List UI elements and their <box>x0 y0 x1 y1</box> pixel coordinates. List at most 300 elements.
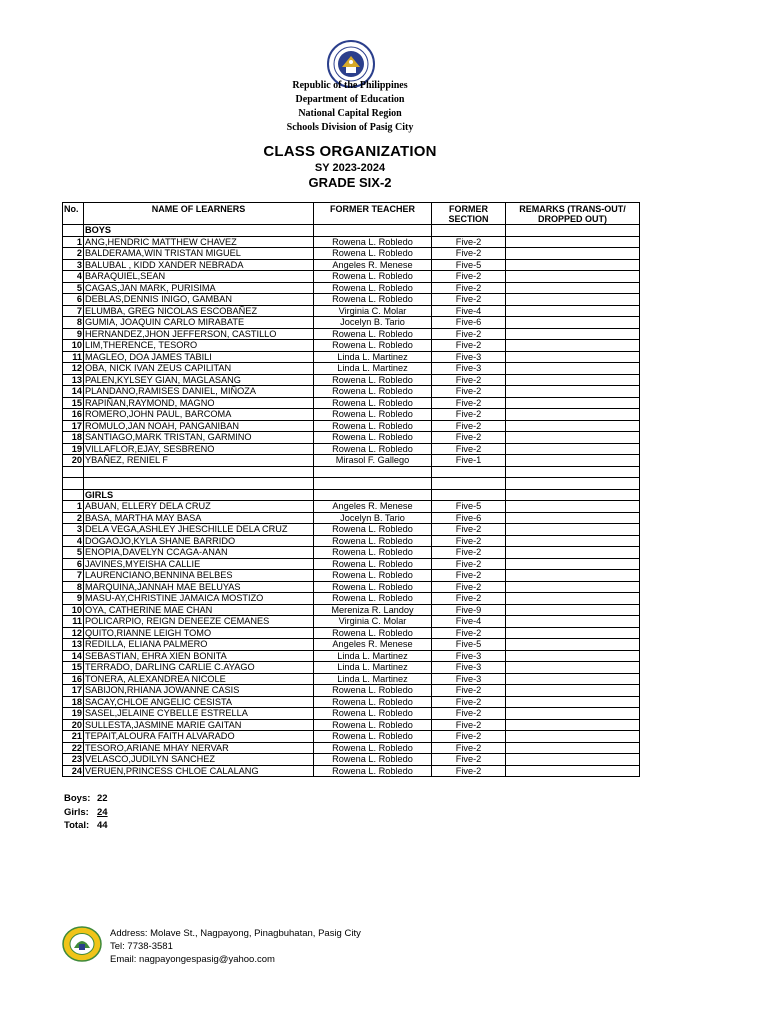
table-row <box>63 662 640 674</box>
remarks-cell <box>506 455 640 467</box>
learner-name: ELUMBA, GREG NICOLAS ESCOBAÑEZ <box>84 305 314 317</box>
learner-no: 17 <box>63 685 84 697</box>
learner-name: PLANDANO,RAMISES DANIEL, MIÑOZA <box>84 386 314 398</box>
learner-no: 20 <box>63 455 84 467</box>
learner-name: PALEN,KYLSEY GIAN, MAGLASANG <box>84 374 314 386</box>
table-row <box>63 317 640 329</box>
former-teacher: Rowena L. Robledo <box>314 420 432 432</box>
former-teacher: Rowena L. Robledo <box>314 754 432 766</box>
remarks-cell <box>506 570 640 582</box>
former-section: Five-5 <box>432 259 506 271</box>
former-teacher: Rowena L. Robledo <box>314 432 432 444</box>
remarks-cell <box>506 593 640 605</box>
learner-name: TEPAIT,ALOURA FAITH ALVARADO <box>84 731 314 743</box>
girls-group-row <box>63 489 640 501</box>
learner-no: 15 <box>63 397 84 409</box>
former-teacher: Linda L. Martinez <box>314 363 432 375</box>
learner-name: ROMULO,JAN NOAH, PANGANIBAN <box>84 420 314 432</box>
learner-no: 5 <box>63 547 84 559</box>
grade-section: GRADE SIX-2 <box>308 175 392 190</box>
former-teacher: Rowena L. Robledo <box>314 374 432 386</box>
boys-group-row <box>63 225 640 237</box>
remarks-cell <box>506 351 640 363</box>
former-section: Five-2 <box>432 570 506 582</box>
table-row <box>63 593 640 605</box>
footer-tel: Tel: 7738-3581 <box>110 941 173 952</box>
learner-no: 19 <box>63 443 84 455</box>
former-section: Five-3 <box>432 351 506 363</box>
footer-email[interactable]: Email: nagpayongespasig@yahoo.com <box>110 954 275 965</box>
table-row <box>63 409 640 421</box>
learner-no: 17 <box>63 420 84 432</box>
table-row <box>63 386 640 398</box>
learner-no: 5 <box>63 282 84 294</box>
former-teacher: Linda L. Martinez <box>314 351 432 363</box>
learner-name: REDILLA, ELIANA PALMERO <box>84 639 314 651</box>
former-teacher: Rowena L. Robledo <box>314 558 432 570</box>
remarks-cell <box>506 236 640 248</box>
former-teacher: Rowena L. Robledo <box>314 547 432 559</box>
table-row <box>63 754 640 766</box>
remarks-cell <box>506 524 640 536</box>
learner-name: MAGLEO, DOA JAMES TABILI <box>84 351 314 363</box>
summary-boys-label: Boys: <box>64 793 91 804</box>
former-section: Five-2 <box>432 236 506 248</box>
learner-no: 19 <box>63 708 84 720</box>
school-logo-icon <box>62 926 102 962</box>
table-row <box>63 524 640 536</box>
empty-cell <box>84 466 314 478</box>
former-section: Five-9 <box>432 604 506 616</box>
header-no: No. <box>63 203 84 225</box>
remarks-cell <box>506 639 640 651</box>
empty-cell <box>432 489 506 501</box>
former-section: Five-3 <box>432 363 506 375</box>
header-name: NAME OF LEARNERS <box>84 203 314 225</box>
empty-cell <box>63 466 84 478</box>
former-teacher: Angeles R. Menese <box>314 639 432 651</box>
table-row <box>63 696 640 708</box>
former-section: Five-3 <box>432 673 506 685</box>
table-row <box>63 259 640 271</box>
empty-cell <box>63 225 84 237</box>
former-teacher: Angeles R. Menese <box>314 501 432 513</box>
learner-no: 10 <box>63 604 84 616</box>
former-teacher: Rowena L. Robledo <box>314 294 432 306</box>
learner-name: BALUBAL , KIDD XANDER NEBRADA <box>84 259 314 271</box>
former-section: Five-2 <box>432 397 506 409</box>
empty-cell <box>506 225 640 237</box>
learner-no: 7 <box>63 570 84 582</box>
former-section: Five-4 <box>432 616 506 628</box>
learner-no: 11 <box>63 351 84 363</box>
former-section: Five-4 <box>432 305 506 317</box>
former-section: Five-2 <box>432 282 506 294</box>
table-row <box>63 363 640 375</box>
learner-name: POLICARPIO, REIGN DENEEZE CEMANES <box>84 616 314 628</box>
letterhead-department: Department of Education <box>295 94 405 105</box>
former-section: Five-2 <box>432 420 506 432</box>
learner-no: 16 <box>63 409 84 421</box>
former-teacher: Rowena L. Robledo <box>314 409 432 421</box>
former-section: Five-2 <box>432 409 506 421</box>
learner-name: VILLAFLOR,EJAY, SESBRENO <box>84 443 314 455</box>
former-teacher: Rowena L. Robledo <box>314 535 432 547</box>
learner-name: ANG,HENDRIC MATTHEW CHAVEZ <box>84 236 314 248</box>
remarks-cell <box>506 731 640 743</box>
remarks-cell <box>506 363 640 375</box>
empty-row <box>63 478 640 490</box>
former-section: Five-2 <box>432 558 506 570</box>
learner-no: 9 <box>63 328 84 340</box>
empty-cell <box>63 489 84 501</box>
empty-cell <box>314 466 432 478</box>
learner-no: 8 <box>63 317 84 329</box>
remarks-cell <box>506 328 640 340</box>
learner-no: 3 <box>63 524 84 536</box>
learner-name: CAGAS,JAN MARK, PURISIMA <box>84 282 314 294</box>
learner-no: 24 <box>63 765 84 777</box>
former-teacher: Jocelyn B. Tario <box>314 512 432 524</box>
summary-girls-value: 24 <box>97 807 108 818</box>
table-row <box>63 558 640 570</box>
learner-name: ENOPIA,DAVELYN CCAGA-ANAN <box>84 547 314 559</box>
former-teacher: Rowena L. Robledo <box>314 236 432 248</box>
former-section: Five-2 <box>432 765 506 777</box>
former-teacher: Rowena L. Robledo <box>314 593 432 605</box>
learner-name: LAURENCIANO,BENNINA BELBES <box>84 570 314 582</box>
former-teacher: Rowena L. Robledo <box>314 731 432 743</box>
former-section: Five-2 <box>432 754 506 766</box>
former-teacher: Rowena L. Robledo <box>314 524 432 536</box>
learner-name: HERNANDEZ,JHON JEFFERSON, CASTILLO <box>84 328 314 340</box>
learner-no: 12 <box>63 627 84 639</box>
former-teacher: Jocelyn B. Tario <box>314 317 432 329</box>
table-row <box>63 731 640 743</box>
table-row <box>63 765 640 777</box>
former-section: Five-2 <box>432 432 506 444</box>
learner-name: DEBLAS,DENNIS INIGO, GAMBAN <box>84 294 314 306</box>
remarks-cell <box>506 443 640 455</box>
empty-cell <box>432 225 506 237</box>
learner-no: 16 <box>63 673 84 685</box>
remarks-cell <box>506 340 640 352</box>
former-section: Five-2 <box>432 248 506 260</box>
former-teacher: Rowena L. Robledo <box>314 708 432 720</box>
remarks-cell <box>506 386 640 398</box>
learner-name: JAVINES,MYEISHA CALLIE <box>84 558 314 570</box>
empty-cell <box>506 466 640 478</box>
table-row <box>63 351 640 363</box>
former-section: Five-2 <box>432 708 506 720</box>
empty-cell <box>432 478 506 490</box>
learner-name: OYA, CATHERINE MAE CHAN <box>84 604 314 616</box>
learner-no: 23 <box>63 754 84 766</box>
remarks-cell <box>506 512 640 524</box>
remarks-cell <box>506 420 640 432</box>
former-section: Five-2 <box>432 696 506 708</box>
remarks-cell <box>506 627 640 639</box>
former-teacher: Rowena L. Robledo <box>314 282 432 294</box>
learner-no: 21 <box>63 731 84 743</box>
learner-no: 20 <box>63 719 84 731</box>
learner-no: 15 <box>63 662 84 674</box>
learner-name: DOGAOJO,KYLA SHANE BARRIDO <box>84 535 314 547</box>
learner-no: 6 <box>63 558 84 570</box>
former-section: Five-2 <box>432 374 506 386</box>
remarks-cell <box>506 581 640 593</box>
remarks-cell <box>506 294 640 306</box>
learner-no: 4 <box>63 535 84 547</box>
former-section: Five-6 <box>432 512 506 524</box>
learner-name: QUITO,RIANNE LEIGH TOMO <box>84 627 314 639</box>
table-row <box>63 708 640 720</box>
learner-name: YBAÑEZ, RENIEL F <box>84 455 314 467</box>
class-roster-table <box>62 202 640 777</box>
remarks-cell <box>506 501 640 513</box>
table-row <box>63 719 640 731</box>
learner-name: GUMIA, JOAQUIN CARLO MIRABATE <box>84 317 314 329</box>
learner-name: BASA, MARTHA MAY BASA <box>84 512 314 524</box>
table-row <box>63 501 640 513</box>
table-row <box>63 294 640 306</box>
learner-name: TONERA, ALEXANDREA NICOLE <box>84 673 314 685</box>
former-teacher: Rowena L. Robledo <box>314 328 432 340</box>
remarks-cell <box>506 271 640 283</box>
letterhead-division: Schools Division of Pasig City <box>286 122 414 133</box>
table-row <box>63 627 640 639</box>
former-teacher: Linda L. Martinez <box>314 673 432 685</box>
summary-girls <box>64 806 108 820</box>
summary-girls-label: Girls: <box>64 807 89 818</box>
former-section: Five-5 <box>432 639 506 651</box>
empty-cell <box>63 478 84 490</box>
learner-no: 10 <box>63 340 84 352</box>
letterhead-region: National Capital Region <box>298 108 402 119</box>
learner-no: 6 <box>63 294 84 306</box>
former-section: Five-2 <box>432 742 506 754</box>
empty-cell <box>314 489 432 501</box>
boys-group-row-label: BOYS <box>84 225 314 237</box>
learner-no: 11 <box>63 616 84 628</box>
learner-no: 12 <box>63 363 84 375</box>
learner-name: BALDERAMA,WIN TRISTAN MIGUEL <box>84 248 314 260</box>
learner-name: ABUAN, ELLERY DELA CRUZ <box>84 501 314 513</box>
learner-no: 14 <box>63 650 84 662</box>
remarks-cell <box>506 259 640 271</box>
remarks-cell <box>506 650 640 662</box>
former-teacher: Virginia C. Molar <box>314 305 432 317</box>
remarks-cell <box>506 616 640 628</box>
former-section: Five-2 <box>432 271 506 283</box>
former-teacher: Rowena L. Robledo <box>314 271 432 283</box>
learner-name: LIM,THERENCE, TESORO <box>84 340 314 352</box>
learner-name: VELASCO,JUDILYN SANCHEZ <box>84 754 314 766</box>
former-section: Five-3 <box>432 662 506 674</box>
girls-group-row-label: GIRLS <box>84 489 314 501</box>
learner-name: MASU-AY,CHRISTINE JAMAICA MOSTIZO <box>84 593 314 605</box>
table-row <box>63 236 640 248</box>
summary-boys-value: 22 <box>97 793 108 804</box>
learner-name: TERRADO, DARLING CARLIE C.AYAGO <box>84 662 314 674</box>
table-row <box>63 535 640 547</box>
table-row <box>63 328 640 340</box>
table-row <box>63 685 640 697</box>
former-section: Five-6 <box>432 317 506 329</box>
summary-total <box>64 819 108 833</box>
former-teacher: Angeles R. Menese <box>314 259 432 271</box>
learner-name: SACAY,CHLOE ANGELIC CESISTA <box>84 696 314 708</box>
former-section: Five-2 <box>432 443 506 455</box>
learner-no: 9 <box>63 593 84 605</box>
table-row <box>63 604 640 616</box>
learner-no: 4 <box>63 271 84 283</box>
remarks-cell <box>506 708 640 720</box>
table-row <box>63 340 640 352</box>
learner-no: 18 <box>63 432 84 444</box>
footer-address: Address: Molave St., Nagpayong, Pinagbuhatan, Pasig City <box>110 928 361 939</box>
remarks-cell <box>506 535 640 547</box>
remarks-cell <box>506 558 640 570</box>
table-row <box>63 570 640 582</box>
summary-total-label: Total: <box>64 820 90 831</box>
learner-no: 2 <box>63 248 84 260</box>
header-teacher: FORMER TEACHER <box>314 203 432 225</box>
former-section: Five-5 <box>432 501 506 513</box>
former-teacher: Rowena L. Robledo <box>314 386 432 398</box>
former-teacher: Rowena L. Robledo <box>314 443 432 455</box>
learner-no: 3 <box>63 259 84 271</box>
table-header-row <box>63 203 640 225</box>
remarks-cell <box>506 432 640 444</box>
remarks-cell <box>506 604 640 616</box>
former-section: Five-2 <box>432 685 506 697</box>
empty-cell <box>506 489 640 501</box>
learner-name: SASEL,JELAINE CYBELLE ESTRELLA <box>84 708 314 720</box>
empty-cell <box>432 466 506 478</box>
remarks-cell <box>506 685 640 697</box>
former-teacher: Rowena L. Robledo <box>314 719 432 731</box>
learner-no: 14 <box>63 386 84 398</box>
remarks-cell <box>506 754 640 766</box>
table-row <box>63 374 640 386</box>
table-row <box>63 547 640 559</box>
former-teacher: Mirasol F. Gallego <box>314 455 432 467</box>
roster-body <box>63 225 640 777</box>
learner-name: BARAQUIEL,SEAN <box>84 271 314 283</box>
remarks-cell <box>506 374 640 386</box>
empty-cell <box>314 478 432 490</box>
table-row <box>63 271 640 283</box>
remarks-cell <box>506 673 640 685</box>
learner-no: 8 <box>63 581 84 593</box>
former-teacher: Mereniza R. Landoy <box>314 604 432 616</box>
remarks-cell <box>506 742 640 754</box>
learner-no: 18 <box>63 696 84 708</box>
former-section: Five-2 <box>432 524 506 536</box>
former-section: Five-1 <box>432 455 506 467</box>
former-section: Five-2 <box>432 581 506 593</box>
learner-no: 1 <box>63 501 84 513</box>
learner-no: 1 <box>63 236 84 248</box>
letterhead-republic: Republic of the Philippines <box>292 80 408 91</box>
former-section: Five-2 <box>432 593 506 605</box>
table-row <box>63 673 640 685</box>
learner-no: 7 <box>63 305 84 317</box>
former-section: Five-2 <box>432 535 506 547</box>
former-section: Five-2 <box>432 719 506 731</box>
summary-boys <box>64 792 108 806</box>
table-row <box>63 650 640 662</box>
table-row <box>63 512 640 524</box>
empty-cell <box>84 478 314 490</box>
remarks-cell <box>506 547 640 559</box>
learner-no: 13 <box>63 374 84 386</box>
table-row <box>63 455 640 467</box>
header-section: FORMER SECTION <box>432 203 506 225</box>
remarks-cell <box>506 248 640 260</box>
learner-no: 2 <box>63 512 84 524</box>
remarks-cell <box>506 662 640 674</box>
header-remarks: REMARKS (TRANS-OUT/ DROPPED OUT) <box>506 203 640 225</box>
former-teacher: Rowena L. Robledo <box>314 742 432 754</box>
remarks-cell <box>506 317 640 329</box>
learner-no: 13 <box>63 639 84 651</box>
former-section: Five-2 <box>432 627 506 639</box>
learner-name: TESORO,ARIANE MHAY NERVAR <box>84 742 314 754</box>
former-section: Five-2 <box>432 328 506 340</box>
table-row <box>63 248 640 260</box>
table-row <box>63 420 640 432</box>
former-teacher: Rowena L. Robledo <box>314 581 432 593</box>
former-section: Five-2 <box>432 294 506 306</box>
former-section: Five-3 <box>432 650 506 662</box>
empty-cell <box>506 478 640 490</box>
summary-total-value: 44 <box>97 820 108 831</box>
document-title: CLASS ORGANIZATION <box>263 143 437 160</box>
table-row <box>63 639 640 651</box>
table-row <box>63 581 640 593</box>
school-year: SY 2023-2024 <box>314 162 386 174</box>
former-teacher: Rowena L. Robledo <box>314 570 432 582</box>
table-row <box>63 432 640 444</box>
learner-name: SABIJON,RHIANA JOWANNE CASIS <box>84 685 314 697</box>
learner-name: RAPIÑAN,RAYMOND, MAGNO <box>84 397 314 409</box>
learner-name: SANTIAGO,MARK TRISTAN, GARMINO <box>84 432 314 444</box>
former-teacher: Rowena L. Robledo <box>314 765 432 777</box>
remarks-cell <box>506 719 640 731</box>
learner-name: DELA VEGA,ASHLEY JHESCHILLE DELA CRUZ <box>84 524 314 536</box>
former-teacher: Linda L. Martinez <box>314 662 432 674</box>
table-row <box>63 397 640 409</box>
former-section: Five-2 <box>432 386 506 398</box>
former-teacher: Rowena L. Robledo <box>314 248 432 260</box>
learner-name: ROMERO,JOHN PAUL, BARCOMA <box>84 409 314 421</box>
letterhead <box>0 79 700 135</box>
former-section: Five-2 <box>432 547 506 559</box>
learner-name: SEBASTIAN, EHRA XIEN BONITA <box>84 650 314 662</box>
remarks-cell <box>506 765 640 777</box>
table-row <box>63 616 640 628</box>
remarks-cell <box>506 409 640 421</box>
learner-name: SULLESTA,JASMINE MARIE GAITAN <box>84 719 314 731</box>
former-section: Five-2 <box>432 731 506 743</box>
remarks-cell <box>506 282 640 294</box>
remarks-cell <box>506 696 640 708</box>
remarks-cell <box>506 397 640 409</box>
learner-name: OBA, NICK IVAN ZEUS CAPILITAN <box>84 363 314 375</box>
table-row <box>63 282 640 294</box>
